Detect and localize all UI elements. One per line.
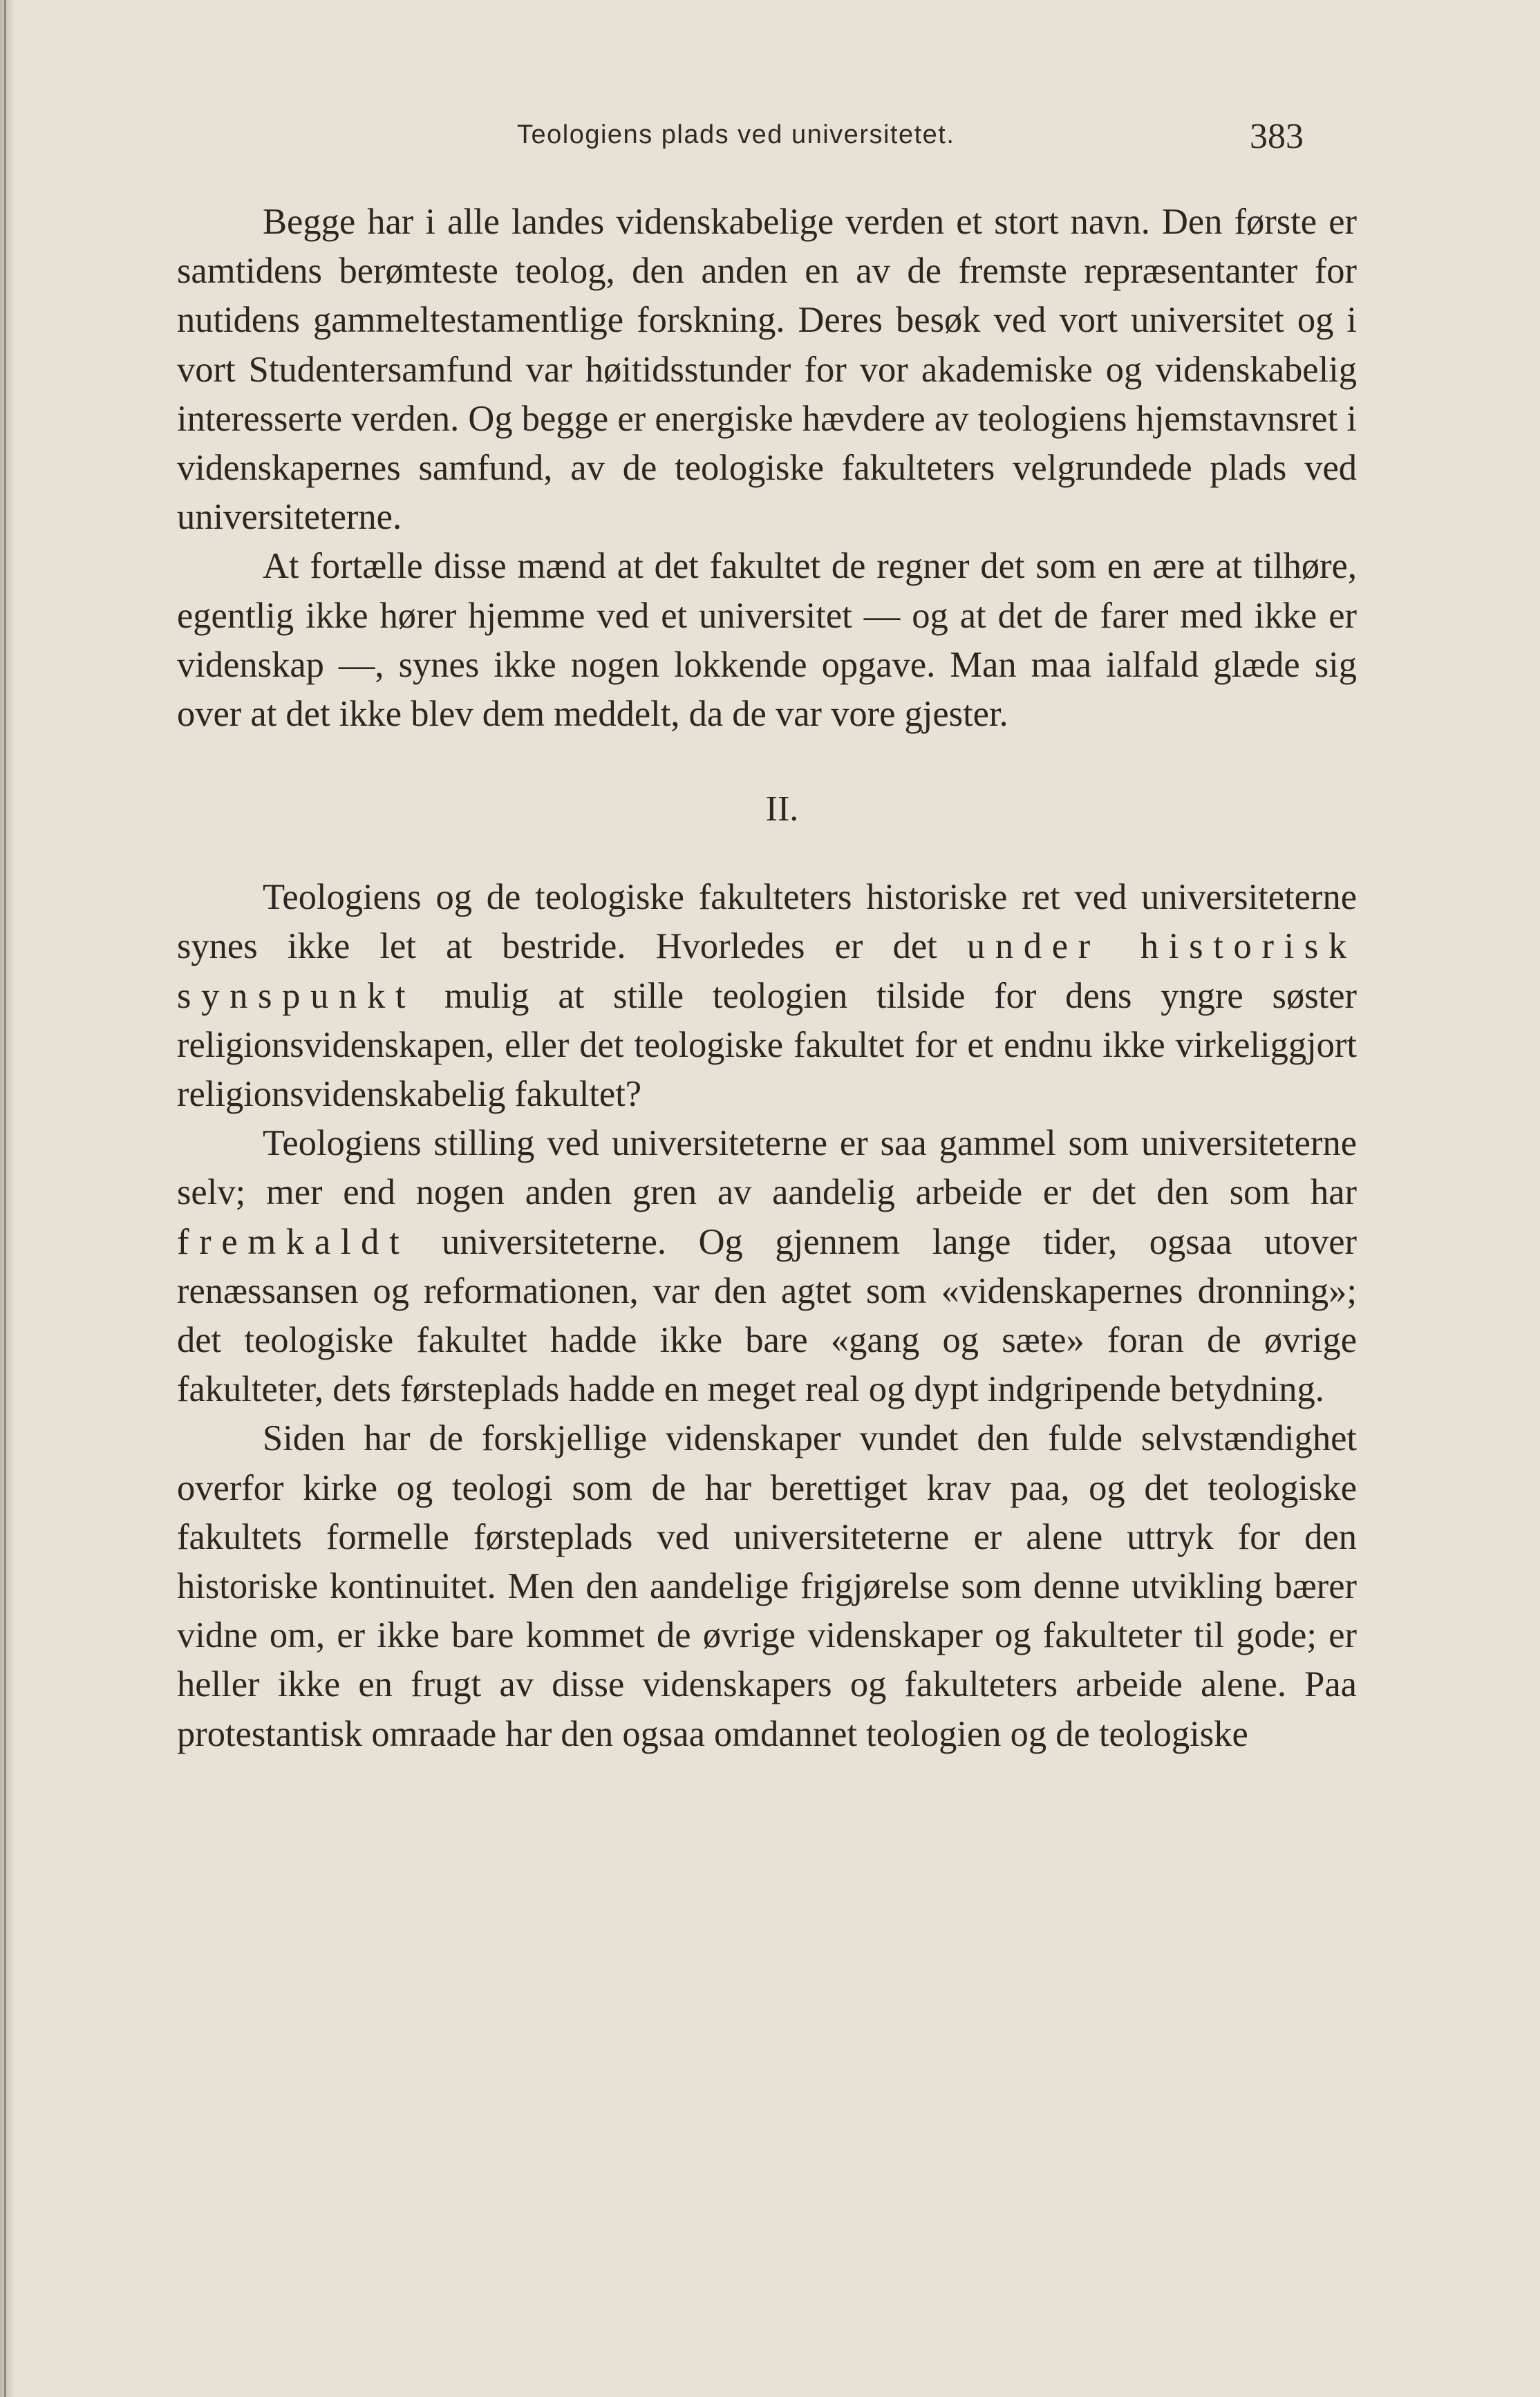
paragraph-2: At fortælle disse mænd at det fakultet de regner det som en ære at tilhøre, egentlig ikke hører hjemme ved et universitet — og at det de farer med ikke er videnskap —, synes ikke nogen lokkende opgave. Man maa ialfald glæde sig over at det ikke blev dem meddelt, da de var vore gjester. — [177, 546, 1357, 735]
paragraph-3 — [177, 873, 1357, 1119]
running-title: Teologiens plads ved universitetet. — [517, 120, 955, 149]
page-number: 383 — [1250, 117, 1304, 156]
body-text — [177, 198, 1357, 1759]
paragraph-4-emphasis: fremkaldt — [177, 1221, 410, 1262]
running-header — [0, 116, 1540, 164]
paragraph-5: Siden har de forskjellige videnskaper vundet den fulde selvstændighet overfor kirke og teologi som de har berettiget krav paa, og det teologiske fakultets formelle førsteplads ved universiteterne er alene uttryk for den historiske kontinuitet. Men den aandelige frigjørelse som denne utvikling bærer vidne om, er ikke bare kommet de øvrige videnskaper og fakulteter til gode; er heller ikke en frugt av disse videnskapers og fakulteters arbeide alene. Paa protestantisk omraade har den ogsaa omdannet teologien og de teologiske — [177, 1418, 1357, 1754]
paragraph-4 — [177, 1119, 1357, 1414]
section-heading: II. — [765, 789, 799, 829]
paragraph-1: Begge har i alle landes videnskabelige verden et stort navn. Den første er samtidens berømteste teolog, den anden en av de fremste repræsentanter for nutidens gammeltestamentlige forskning. Deres besøk ved vort universitet og i vort Studentersamfund var høitidsstunder for vor akademiske og videnskabelig interesserte verden. Og begge er energiske hævdere av teologiens hjemstavnsret i videnskapernes samfund, av de teologiske fakulteters velgrundede plads ved universiteterne. — [177, 202, 1357, 538]
paragraph-4-text-start: Teologiens stilling ved universiteterne er saa gammel som universiteterne selv; mer end nogen anden gren av aandelig arbeide er det den som har — [177, 1123, 1357, 1213]
page-edge-shadow — [0, 0, 15, 2397]
paragraph-4-text-end: universiteterne. Og gjennem lange tider, ogsaa utover renæssansen og reformationen, var den agtet som «videnskapernes dronning»; det teologiske fakultet hadde ikke bare «gang og sæte» foran de øvrige fakulteter, dets førsteplads hadde en meget real og dypt indgripende betydning. — [177, 1221, 1358, 1410]
binding-edge-line — [4, 0, 6, 2397]
paragraph-3-text-start: Teologiens og de teologiske fakulteters historiske ret ved universiteterne synes ikke let at bestride. Hvorledes er det — [177, 877, 1357, 967]
paragraph-3-text-end: mulig at stille teologien tilside for dens yngre søster religionsvidenskapen, eller det teologiske fakultet for et endnu ikke virkeliggjort religionsvidenskabelig fakultet? — [177, 975, 1357, 1115]
paragraph-3-emphasis: under historisk synspunkt — [177, 926, 1357, 1016]
